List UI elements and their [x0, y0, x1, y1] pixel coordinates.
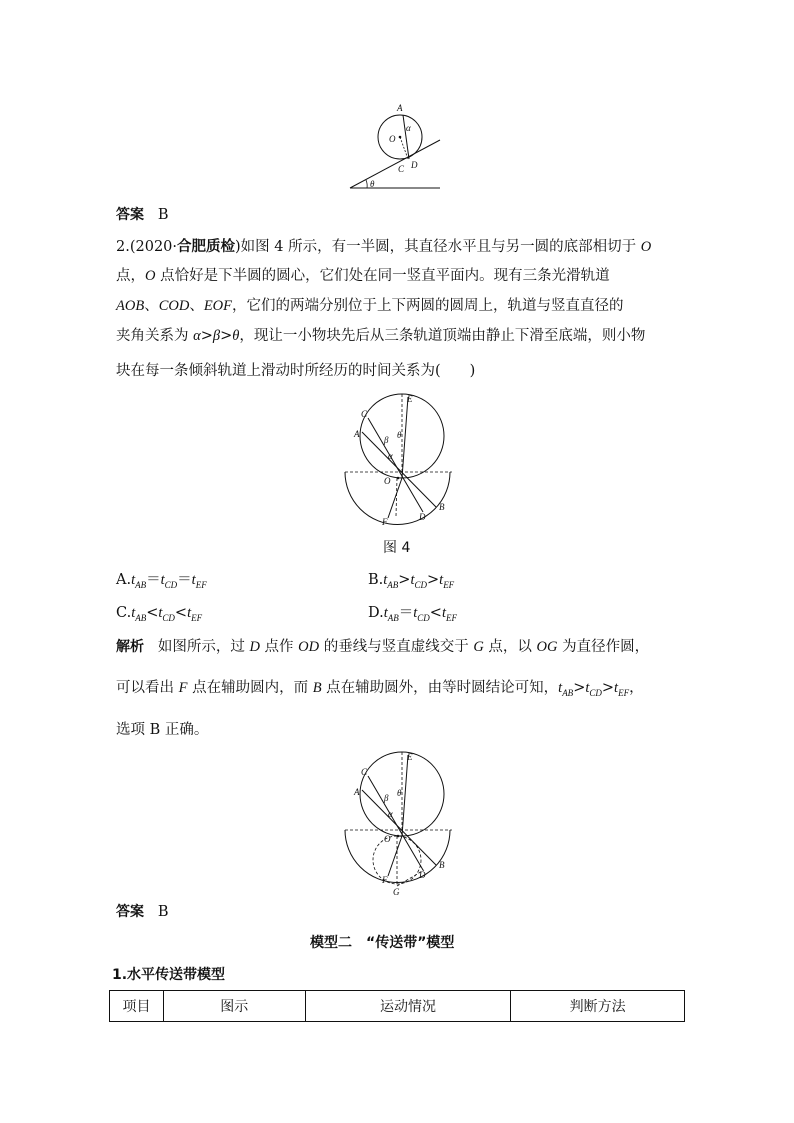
option-A: $A.t_{AB}=t_{CD}=t_{EF}$ — [116, 572, 207, 590]
fig5-label-F: F — [382, 875, 388, 885]
problem-2-line-3: AOB、COD、EOF，它们的两端分别位于上下两圆的圆周上，轨道与竖直直径的 — [116, 298, 624, 314]
answer-2 — [116, 902, 168, 923]
fig5-label-O: O — [384, 834, 391, 844]
answer-value: B — [157, 207, 169, 223]
problem-source: 合肥质检 — [177, 239, 236, 255]
label-alpha: α — [406, 123, 411, 133]
answer-label: 答案 — [116, 904, 144, 920]
fig4-label-E: E — [407, 394, 413, 404]
fig5-label-G: G — [393, 887, 400, 897]
figure-4-caption: 图 4 — [383, 540, 411, 556]
table-header-cell: 图示 — [163, 991, 305, 1022]
fig4-label-C: C — [361, 409, 368, 419]
section-title: 模型二 “传送带”模型 — [310, 935, 455, 951]
answer-value: B — [157, 904, 169, 920]
fig5-label-beta: β — [384, 793, 389, 803]
table-header-cell: 判断方法 — [511, 991, 685, 1022]
label-theta: θ — [370, 179, 375, 189]
analysis-line-3: 选项 B 正确。 — [116, 722, 209, 738]
analysis-line-2: 可以看出 F 点在辅助圆内，而 B 点在辅助圆外，由等时圆结论可知，$t_{AB}>t_{CD}>t_{EF}$， — [116, 680, 644, 698]
figure-4 — [340, 392, 455, 527]
fig4-label-B: B — [439, 502, 445, 512]
label-O: O — [389, 134, 396, 144]
model-table — [109, 990, 685, 1022]
fig4-label-theta: θ — [397, 430, 402, 440]
answer-label: 答案 — [116, 207, 144, 223]
label-A: A — [397, 103, 403, 113]
fig5-label-C: C — [361, 767, 368, 777]
table-header-cell: 运动情况 — [305, 991, 511, 1022]
answer-1 — [116, 205, 168, 226]
fig5-label-theta: θ — [397, 788, 402, 798]
label-D: D — [411, 160, 418, 170]
analysis-figure — [340, 750, 455, 898]
fig5-label-B: B — [439, 860, 445, 870]
fig4-label-D: D — [419, 512, 426, 522]
fig5-label-E: E — [407, 752, 413, 762]
option-B: $B.t_{AB}>t_{CD}>t_{EF}$ — [368, 572, 455, 590]
fig5-label-D: D — [419, 870, 426, 880]
problem-2-line-1: 2.(2020·合肥质检)如图 4 所示，有一半圆，其直径水平且与另一圆的底部相切于 O — [116, 239, 652, 255]
option-D: $D.t_{AB}=t_{CD}<t_{EF}$ — [368, 605, 457, 623]
incline-circle-figure — [345, 100, 445, 192]
table-header-cell: 项目 — [110, 991, 164, 1022]
fig4-label-alpha: α — [388, 451, 393, 461]
fig4-label-beta: β — [384, 435, 389, 445]
problem-2-line-2: 点，O 点恰好是下半圆的圆心，它们处在同一竖直平面内。现有三条光滑轨道 — [116, 268, 610, 284]
analysis-line-1: 解析 如图所示，过 D 点作 OD 的垂线与竖直虚线交于 G 点，以 OG 为直径作圆， — [116, 639, 650, 655]
label-C: C — [398, 164, 405, 174]
table-header-row — [110, 991, 685, 1022]
fig5-label-A: A — [354, 787, 360, 797]
fig4-label-A: A — [354, 429, 360, 439]
subsection-title: 1.水平传送带模型 — [112, 967, 226, 983]
problem-2-line-4: 夹角关系为 α>β>θ，现让一小物块先后从三条轨道顶端由静止下滑至底端，则小物 — [116, 328, 646, 344]
option-C: $C.t_{AB}<t_{CD}<t_{EF}$ — [116, 605, 203, 623]
fig5-label-alpha: α — [388, 809, 393, 819]
fig4-label-O: O — [384, 476, 391, 486]
analysis-label: 解析 — [116, 639, 144, 655]
fig4-label-F: F — [382, 517, 388, 527]
problem-2-line-5: 块在每一条倾斜轨道上滑动时所经历的时间关系为( ) — [116, 363, 476, 379]
